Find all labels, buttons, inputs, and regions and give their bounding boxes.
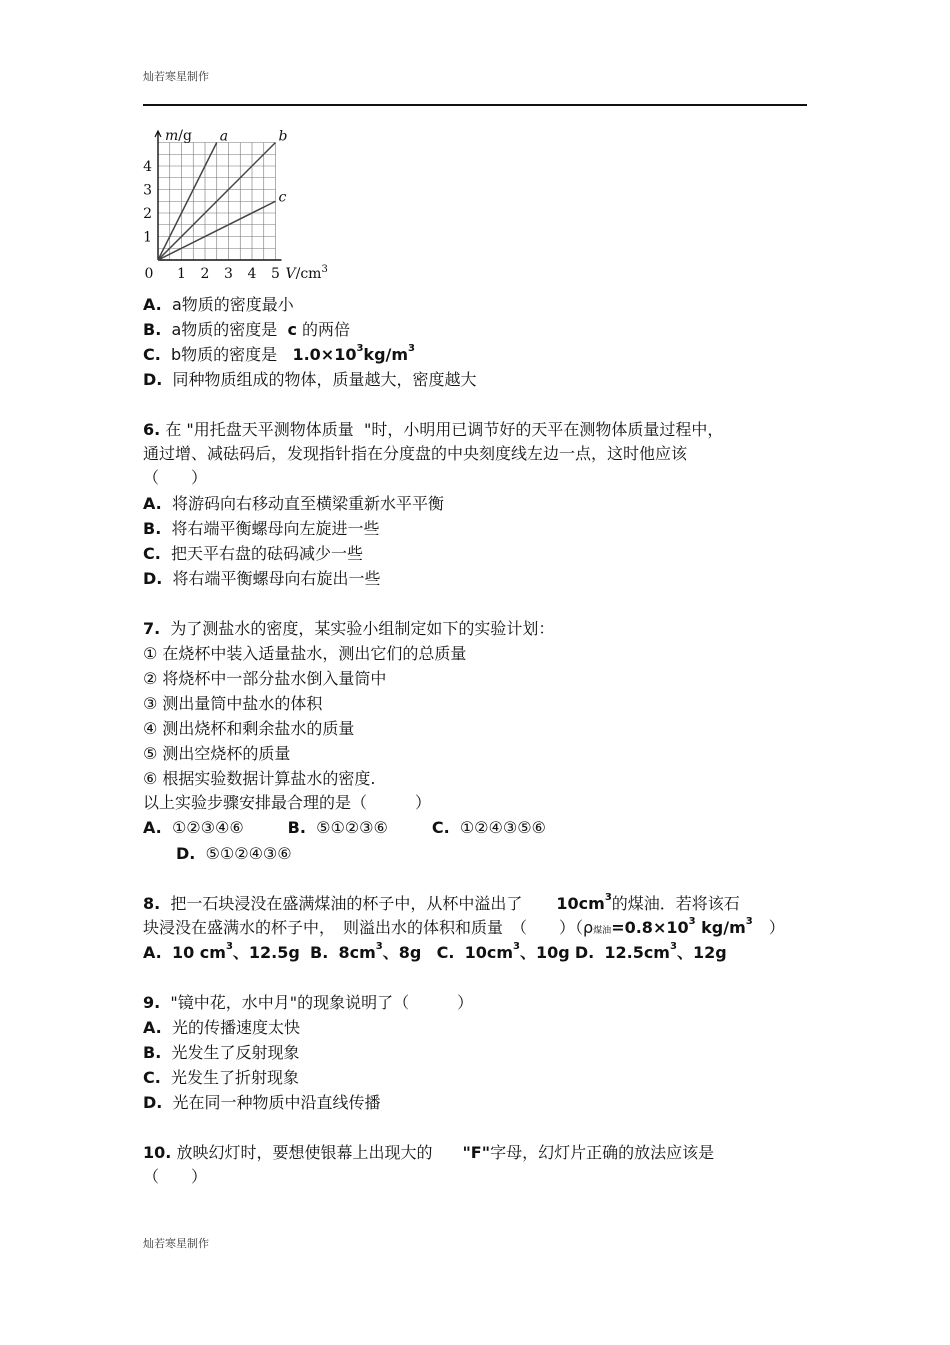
q7-step: ③ 测出量筒中盐水的体积 (143, 694, 323, 713)
y-tick-label: 2 (143, 206, 152, 222)
q9-option-a: A. 光的传播速度太快 (143, 1018, 300, 1037)
q6-paren: （ ） (143, 468, 208, 487)
x-tick-label: 5 (271, 266, 280, 282)
y-tick-label: 4 (143, 159, 152, 175)
q8-options: A. 10 $cm^3$、12.5g B. $8cm^3$、8g C. $10cm^3$、10g D. $12.5cm^3$、12g (143, 940, 727, 962)
series-label-c: c (278, 189, 287, 206)
q7-step: ① 在烧杯中装入适量盐水，测出它们的总质量 (143, 644, 467, 663)
q5-option-a: A. a物质的密度最小 (143, 295, 294, 314)
q8-stem-line1: 8. 把一石块浸没在盛满煤油的杯子中，从杯中溢出了 $10cm^3$的煤油．若将该石 (143, 891, 740, 913)
q9-option-d: D. 光在同一种物质中沿直线传播 (143, 1093, 381, 1112)
q9-option-b: B. 光发生了反射现象 (143, 1043, 300, 1062)
q7-step: ④ 测出烧杯和剩余盐水的质量 (143, 719, 355, 738)
q6-option-b: B. 将右端平衡螺母向左旋进一些 (143, 519, 380, 538)
page-header: 灿若寒星制作 (143, 70, 209, 83)
x-axis-label: $V/cm^3$ (285, 264, 328, 282)
x-tick-label: 4 (247, 266, 257, 282)
q8-stem-line2: 块浸没在盛满水的杯子中， 则溢出水的体积和质量 （ ）（ρ煤油$=0.8\times 10^3$ $kg/m^3$ ） (143, 915, 785, 937)
y-tick-label: 1 (143, 229, 152, 246)
q6-option-c: C. 把天平右盘的砝码减少一些 (143, 544, 364, 563)
graph-labels (143, 128, 328, 282)
q9-stem: 9. "镜中花，水中月"的现象说明了（ ） (143, 993, 474, 1012)
x-tick-label: 3 (224, 266, 233, 282)
header-rule (143, 104, 807, 106)
y-tick-label: 3 (143, 182, 152, 199)
q5-option-b: B. a物质的密度是 c 的两倍 (143, 320, 351, 339)
series-label-b: b (278, 128, 288, 145)
q6-option-a: A. 将游码向右移动直至横梁重新水平平衡 (143, 494, 444, 513)
q7-stem: 7. 为了测盐水的密度，某实验小组制定如下的实验计划： (143, 619, 555, 638)
q5-option-d: D. 同种物质组成的物体，质量越大，密度越大 (143, 370, 477, 389)
q7-step: ② 将烧杯中一部分盐水倒入量筒中 (143, 669, 387, 688)
q6-option-d: D. 将右端平衡螺母向右旋出一些 (143, 569, 381, 588)
page-footer: 灿若寒星制作 (143, 1237, 209, 1250)
q9-option-c: C. 光发生了折射现象 (143, 1068, 300, 1087)
origin-label: 0 (144, 266, 154, 282)
q6-stem-line1: 6. 在 "用托盘天平测物体质量 "时，小明用已调节好的天平在测物体质量过程中， (143, 420, 724, 439)
q7-step: ⑤ 测出空烧杯的质量 (143, 744, 291, 763)
q7-step: ⑥ 根据实验数据计算盐水的密度. (143, 769, 376, 788)
mass-volume-graph (140, 128, 340, 283)
series-label-a: a (219, 128, 229, 145)
graph-axes (155, 128, 282, 260)
q10-stem: 10. 放映幻灯时，要想使银幕上出现大的 "F"字母，幻灯片正确的放法应该是 (143, 1143, 715, 1162)
q7-option-d: D. ⑤①②④③⑥ (176, 844, 292, 863)
q7-options-abc: A. ①②③④⑥ B. ⑤①②③⑥ C. ①②④③⑤⑥ (143, 818, 546, 837)
q5-option-c: C. b物质的密度是 $1.0\times 10^3kg/m^3$ (143, 342, 415, 364)
q7-ask: 以上实验步骤安排最合理的是（ ） (143, 793, 432, 812)
q10-paren: （ ） (143, 1167, 208, 1186)
y-axis-label: m/g (165, 128, 192, 144)
x-tick-label: 1 (177, 266, 186, 282)
q6-stem-line2: 通过增、减砝码后，发现指针指在分度盘的中央刻度线左边一点，这时他应该 (143, 444, 688, 463)
x-tick-label: 2 (200, 266, 210, 282)
